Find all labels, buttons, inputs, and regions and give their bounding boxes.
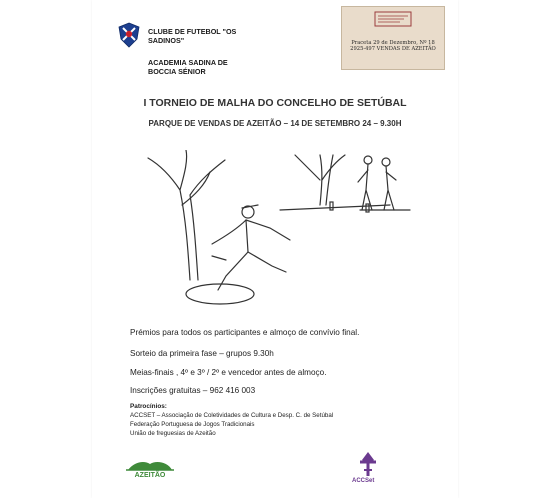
club-name-line1: CLUBE DE FUTEBOL "OS xyxy=(148,27,237,36)
club-name xyxy=(148,27,236,45)
accset-logo-text: ACCSet xyxy=(352,478,375,484)
info-line-prizes: Prémios para todos os participantes e almoço de convívio final. xyxy=(130,328,360,337)
academy-line1: ACADEMIA SADINA DE xyxy=(148,58,228,67)
club-name-line2: SADINOS" xyxy=(148,36,185,45)
azeitao-logo-text: AZEITÃO xyxy=(134,472,166,479)
association-stamp xyxy=(341,6,445,70)
sponsor-item: ACCSET – Associação de Coletividades de Cultura e Desp. C. de Setúbal xyxy=(130,412,334,419)
club-crest-logo xyxy=(118,22,140,48)
academy-name xyxy=(148,58,228,76)
info-line-registration: Inscrições gratuitas – 962 416 003 xyxy=(130,386,256,395)
event-title: I TORNEIO DE MALHA DO CONCELHO DE SETÚBAL xyxy=(143,97,407,109)
stamp-address-line2: 2925-497 VENDAS DE AZEITÃO xyxy=(350,46,436,53)
sponsor-item: União de freguesias de Azeitão xyxy=(130,430,216,437)
malha-player-illustration xyxy=(130,150,430,310)
stamp-address xyxy=(348,40,438,53)
sponsors-heading: Patrocínios: xyxy=(130,403,167,410)
azeitao-logo xyxy=(124,456,176,480)
academy-line2: BOCCIA SÉNIOR xyxy=(148,67,206,76)
stamp-address-line1: Praceta 29 de Dezembro, Nº 18 xyxy=(351,40,435,46)
info-line-draw: Sorteio da primeira fase – grupos 9.30h xyxy=(130,349,274,358)
event-subtitle: PARQUE DE VENDAS DE AZEITÃO – 14 DE SETEMBRO 24 – 9.30H xyxy=(148,119,402,128)
stamp-seal-icon xyxy=(374,11,412,27)
sponsor-item: Federação Portuguesa de Jogos Tradicionais xyxy=(130,421,255,428)
info-line-semifinals: Meias-finais , 4º e 3º / 2º e vencedor antes de almoço. xyxy=(130,368,327,377)
